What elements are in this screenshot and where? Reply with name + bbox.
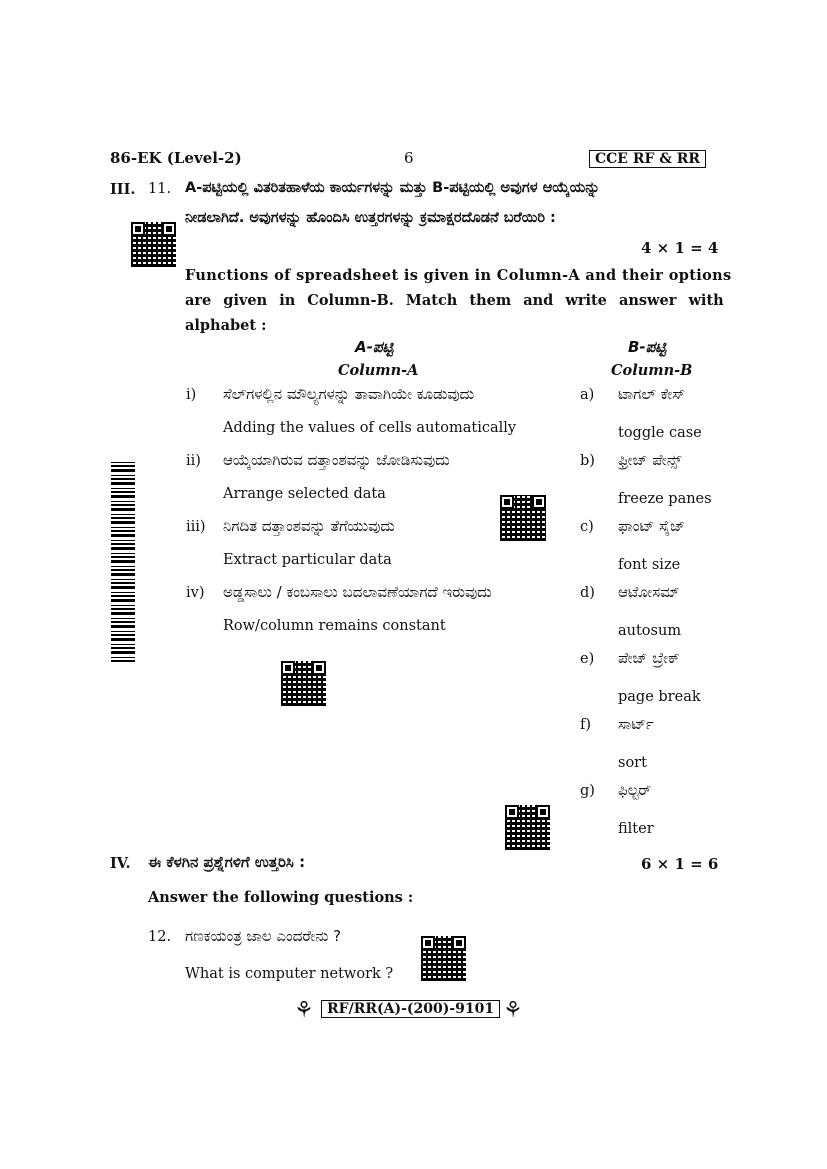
list-item-en: Arrange selected data — [223, 486, 386, 502]
list-item-kn: ಆಯ್ಕೆಯಾಗಿರುವ ದತ್ತಾಂಶವನ್ನು ಜೋಡಿಸುವುದು — [223, 451, 450, 469]
list-item-kn: ನಿಗದಿತ ದತ್ತಾಂಶವನ್ನು ತೆಗೆಯುವುದು — [223, 517, 395, 535]
list-item-number: ii) — [186, 453, 201, 469]
question-en-line3: alphabet : — [185, 317, 267, 334]
list-item-kn: ಅಡ್ಡಸಾಲು / ಕಂಬಸಾಲು ಬದಲಾವಣೆಯಾಗದೆ ಇರುವುದು — [223, 583, 492, 601]
qr-code — [281, 661, 326, 706]
option-letter: e) — [580, 651, 595, 667]
section-instruction-en: Answer the following questions : — [148, 889, 414, 906]
option-kn: ಆಟೋಸಮ್ — [618, 583, 680, 601]
option-en: toggle case — [618, 425, 702, 441]
ornament-left-icon: ⚘ — [294, 998, 314, 1023]
option-letter: c) — [580, 519, 594, 535]
question-kn: ಗಣಕಯಂತ್ರ ಜಾಲ ಎಂದರೇನು ? — [185, 927, 342, 945]
list-item-number: i) — [186, 387, 197, 403]
question-en-line1: Functions of spreadsheet is given in Column-A and their options — [185, 267, 732, 284]
qr-code — [131, 222, 176, 267]
ornament-right-icon: ⚘ — [503, 998, 523, 1023]
question-kn-line1: A-ಪಟ್ಟಿಯಲ್ಲಿ ವಿತರಿತಹಾಳೆಯ ಕಾರ್ಯಗಳನ್ನು ಮತ್ತು B-ಪಟ್ಟಿಯಲ್ಲಿ ಅವುಗಳ ಆಯ್ಕೆಯನ್ನು — [185, 180, 600, 196]
option-letter: d) — [580, 585, 595, 601]
option-letter: b) — [580, 453, 595, 469]
list-item-number: iii) — [186, 519, 206, 535]
column-a-heading: Column-A — [338, 362, 419, 379]
qr-code — [505, 805, 550, 850]
section-number: IV. — [110, 855, 131, 872]
list-item-en: Extract particular data — [223, 552, 392, 568]
option-en: freeze panes — [618, 491, 712, 507]
question-number: 12. — [148, 929, 172, 945]
question-number: 11. — [148, 181, 172, 197]
list-item-kn: ಸೆಲ್‌ಗಳಲ್ಲಿನ ಮೌಲ್ಯಗಳನ್ನು ತಾವಾಗಿಯೇ ಕೂಡುವುದು — [223, 385, 475, 403]
qr-code — [421, 936, 466, 981]
footer-code: RF/RR(A)-(200)-9101 — [321, 1000, 500, 1018]
list-item-number: iv) — [186, 585, 205, 601]
option-kn: ಟಾಗಲ್ ಕೇಸ್ — [618, 385, 686, 403]
marks: 6 × 1 = 6 — [641, 855, 719, 873]
paper-code: 86-EK (Level-2) — [110, 149, 242, 167]
page-number: 6 — [404, 149, 414, 167]
list-item-en: Adding the values of cells automatically — [223, 420, 517, 436]
section-number: III. — [110, 181, 136, 198]
option-en: autosum — [618, 623, 682, 639]
list-item-en: Row/column remains constant — [223, 618, 446, 634]
option-kn: ಪೇಜ್ ಬ್ರೇಕ್ — [618, 649, 680, 667]
option-kn: ಸಾರ್ಟ್ — [618, 715, 654, 733]
option-kn: ಫಿಲ್ಟರ್ — [618, 781, 652, 799]
column-b-heading: Column-B — [611, 362, 693, 379]
option-kn: ಫ್ರೀಜ್ ಪೇನ್ಸ್ — [618, 451, 682, 469]
question-kn-line2: ನೀಡಲಾಗಿದೆ. ಅವುಗಳನ್ನು ಹೊಂದಿಸಿ ಉತ್ತರಗಳನ್ನು ಕ್ರಮಾಕ್ಷರದೊಡನೆ ಬರೆಯಿರಿ : — [185, 210, 556, 226]
section-instruction-kn: ಈ ಕೆಳಗಿನ ಪ್ರಶ್ನೆಗಳಿಗೆ ಉತ್ತರಿಸಿ : — [148, 853, 306, 871]
option-letter: a) — [580, 387, 595, 403]
option-letter: g) — [580, 783, 595, 799]
column-b-heading-kn: B-ಪಟ್ಟಿ — [628, 338, 667, 356]
question-en: What is computer network ? — [185, 966, 394, 982]
option-kn: ಫಾಂಟ್ ಸೈಜ್ — [618, 517, 686, 535]
barcode — [111, 460, 135, 662]
option-en: page break — [618, 689, 701, 705]
option-en: sort — [618, 755, 647, 771]
option-en: filter — [618, 821, 654, 837]
option-letter: f) — [580, 717, 592, 733]
question-en-line2: are given in Column-B. Match them and write answer with — [185, 292, 724, 309]
marks: 4 × 1 = 4 — [641, 239, 719, 257]
qr-code — [500, 495, 546, 541]
exam-type-box: CCE RF & RR — [589, 150, 706, 168]
option-en: font size — [618, 557, 681, 573]
column-a-heading-kn: A-ಪಟ್ಟಿ — [355, 338, 394, 356]
